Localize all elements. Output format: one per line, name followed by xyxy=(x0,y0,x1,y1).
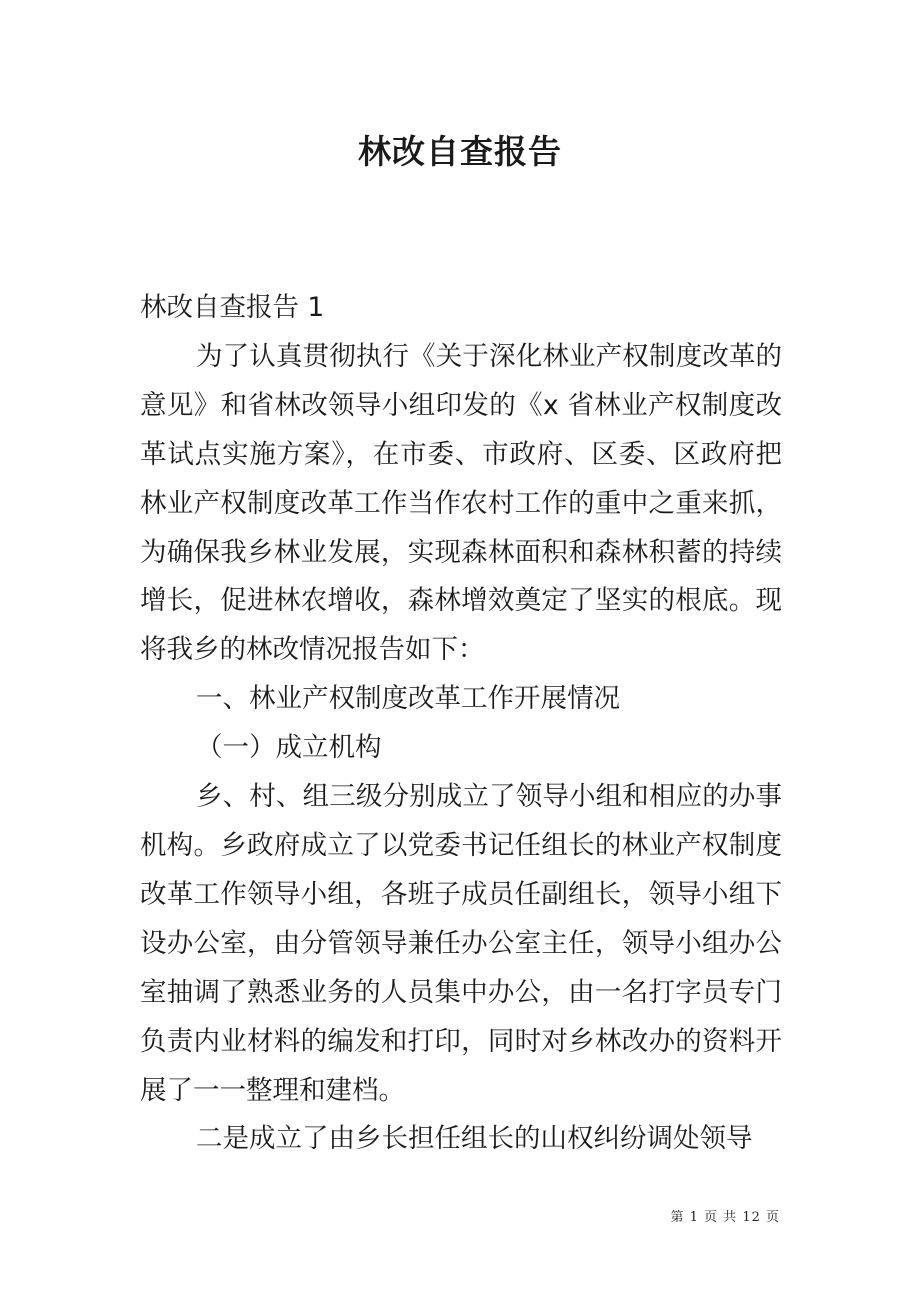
report-heading: 林改自查报告 1 xyxy=(140,292,325,323)
page-number: 第 1 页 共 12 页 xyxy=(670,1210,780,1225)
subsection-heading-1: （一）成立机构 xyxy=(196,732,382,764)
document-body xyxy=(140,284,782,1164)
section-heading-1: 一、林业产权制度改革工作开展情况 xyxy=(196,683,620,715)
intro-paragraph: 为了认真贯彻执行《关于深化林业产权制度改革的意见》和省林改领导小组印发的《x 省林业产权制度改革试点实施方案》，在市委、市政府、区委、区政府把林业产权制度改革工作当作农村工作的重中之重来抓，为确保我乡林业发展，实现森林面积和森林积蓄的持续增长，促进林农增收，森林增效奠定了坚实的根底。现将我乡的林改情况报告如下： xyxy=(140,340,782,666)
organization-paragraph: 乡、村、组三级分别成立了领导小组和相应的办事机构。乡政府成立了以党委书记任组长的林业产权制度改革工作领导小组，各班子成员任副组长，领导小组下设办公室，由分管领导兼任办公室主任，领导小组办公室抽调了熟悉业务的人员集中办公，由一名打字员专门负责内业材料的编发和打印，同时对乡林改办的资料开展了一一整理和建档。 xyxy=(140,781,782,1106)
document-title: 林改自查报告 xyxy=(358,132,562,171)
dispute-paragraph: 二是成立了由乡长担任组长的山权纠纷调处领导 xyxy=(196,1123,753,1155)
